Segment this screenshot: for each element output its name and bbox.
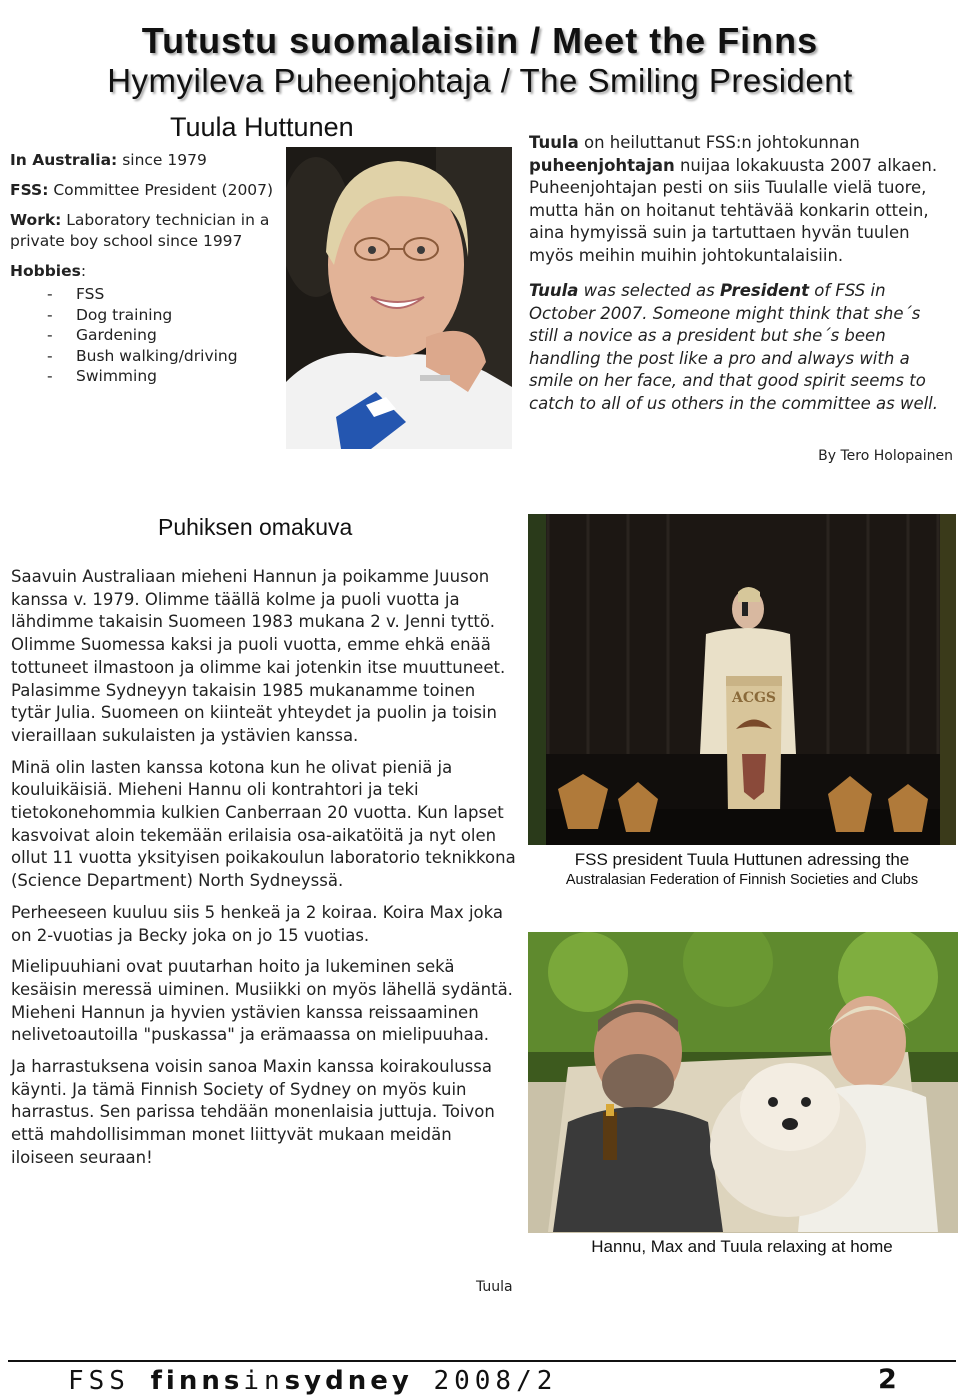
home-caption: Hannu, Max and Tuula relaxing at home <box>591 1237 893 1256</box>
intro-text: of FSS in October 2007. Someone might think that she´s still a novice as a president but she´s been handling the post like a pro and always with a smile on her face, and that good spirit seems to catch to all of us others in the committee as well. <box>529 281 939 413</box>
intro-name: Tuula <box>529 133 579 152</box>
page-subtitle: Hymyileva Puheenjohtaja / The Smiling President <box>107 62 853 99</box>
list-item: - FSS <box>10 284 288 305</box>
fact-work <box>10 210 288 252</box>
list-item: - Bush walking/driving <box>10 346 288 367</box>
footer-publication <box>68 1366 557 1396</box>
footer-sydney: sydney <box>284 1366 413 1396</box>
fact-fss <box>10 180 288 201</box>
story-paragraph: Mielipuuhiani ovat puutarhan hoito ja lukeminen sekä kesäisin meressä uiminen. Musiikki on myös lähellä sydäntä. Mieheni Hannun ja hyvien ystävien kanssa reissaaminen nelivetoautoilla "puskassa" ja erämaassa on mielipuuhaa. <box>11 957 513 1045</box>
intro-bold: President <box>719 281 809 300</box>
story-paragraph: Ja harrastuksena voisin sanoa Maxin kanssa koirakoulussa käynti. Ja tämä Finnish Society of Sydney on myös kuin harrastus. Sen parissa tehdään monenlaisia juttuja. Toivon että mahdollisimman monet liittyvät mukaan meidän iloiseen seuraan! <box>11 1057 495 1167</box>
intro-text: nuijaa lokakuusta 2007 alkaen. Puheenjohtajan pesti on siis Tuulalle vielä tuore, mutta hän on hoitanut tehtävää konkarin ottein, aina hymyissä suin ja tartuttaen hyvän tuulen myös meihin muihin johtokuntalaisiin. <box>529 155 938 265</box>
intro-name: Tuula <box>529 281 579 300</box>
page-number: 2 <box>878 1364 897 1395</box>
list-item: - Gardening <box>10 325 288 346</box>
list-item: - Dog training <box>10 305 288 326</box>
fact-label: FSS: <box>10 181 49 199</box>
story-signature: Tuula <box>476 1279 513 1295</box>
intro-finnish <box>529 132 954 267</box>
fact-label: Hobbies <box>10 262 81 280</box>
intro-bold: puheenjohtajan <box>529 155 675 175</box>
fact-colon: : <box>80 262 87 280</box>
footer-finns: finns <box>150 1366 244 1396</box>
fact-australia <box>10 150 288 171</box>
podium-photo <box>528 514 956 845</box>
fact-hobbies <box>10 261 288 387</box>
story-heading: Puhiksen omakuva <box>158 514 353 540</box>
hobbies-list <box>10 284 288 387</box>
podium-sign: ACGS <box>731 690 777 706</box>
intro-english <box>529 280 954 415</box>
footer-fss: FSS <box>68 1366 151 1396</box>
story-paragraph: Perheeseen kuuluu siis 5 henkeä ja 2 koiraa. Koira Max joka on 2-vuotias ja Becky joka on jo 15 vuotias. <box>11 902 504 945</box>
byline: By Tero Holopainen <box>818 448 953 464</box>
portrait-photo <box>286 147 512 449</box>
footer-rule <box>8 1360 956 1362</box>
profile-facts <box>10 150 288 387</box>
page-title: Tutustu suomalaisiin / Meet the Finns <box>141 20 819 61</box>
fact-value: Committee President (2007) <box>48 181 274 199</box>
footer-issue: 2008/2 <box>412 1366 558 1396</box>
fact-value: Laboratory technician in a private boy school since 1997 <box>10 211 270 250</box>
story-body <box>11 566 516 1179</box>
fact-value: since 1979 <box>117 151 207 169</box>
story-paragraph: Minä olin lasten kanssa kotona kun he olivat pieniä ja kouluikäisiä. Mieheni Hannu oli kontrahtori ja teki tietokonehommia kulkien Canberraan 20 vuotta. Kun lapset kasvoivat aloin tekemään erilaisia osa-aikatöitä ja nyt olen ollut 11 vuotta yksityisen poikakoulun laboratorio teknikkona (Science Department) North Sydneyssä. <box>11 757 516 891</box>
profile-name: Tuula Huttunen <box>170 112 354 142</box>
fact-label: Work: <box>10 211 62 229</box>
intro-text: was selected as <box>578 281 720 300</box>
podium-caption-line1: FSS president Tuula Huttunen adressing the <box>574 850 910 869</box>
fact-label: In Australia: <box>10 151 118 169</box>
home-photo <box>528 932 958 1233</box>
podium-caption-line2: Australasian Federation of Finnish Societies and Clubs <box>565 872 919 888</box>
story-paragraph: Saavuin Australiaan mieheni Hannun ja poikamme Juuson kanssa v. 1979. Olimme täällä kolme ja puoli vuotta ja lähdimme takaisin Suomeen 1983 mukana 2 v. Jenni tyttö. Olimme Suomessa kaksi ja puoli vuotta, emme ehkä enää tottuneet ilmastoon ja olimme kai jotenkin itse muuttuneet. Palasimme Sydneyyn takaisin 1985 mukanamme toinen tytär Julia. Suomeen on kiinteät yhteydet ja puolin ja toisin vieraillaan sukulaisten ja ystävien kanssa. <box>11 567 506 745</box>
list-item: - Swimming <box>10 366 288 387</box>
intro-text: on heiluttanut FSS:n johtokunnan <box>578 133 860 152</box>
footer-in: in <box>243 1366 285 1396</box>
